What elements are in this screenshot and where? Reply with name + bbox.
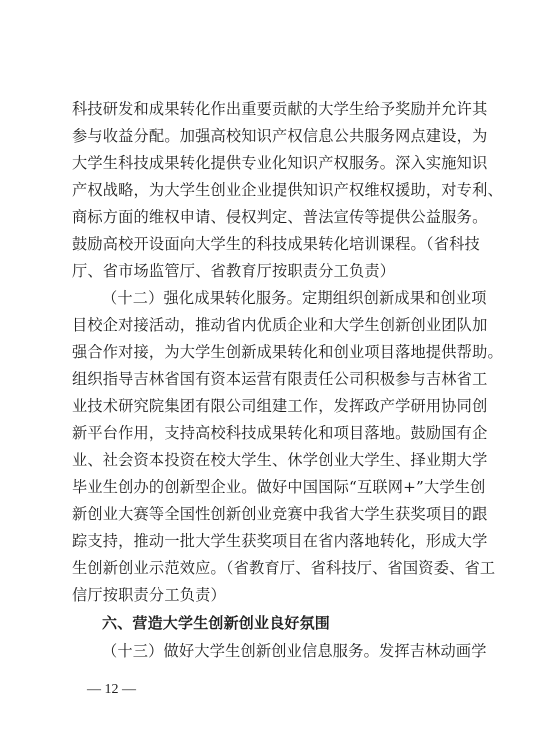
text-line-13: 新平台作用，支持高校科技成果转化和项目落地。鼓励国有企 bbox=[72, 424, 488, 442]
text-line-14: 业、社会资本投资在校大学生、休学创业大学生、择业期大学 bbox=[72, 451, 488, 469]
text-line-18: 生创新创业示范效应。（省教育厅、省科技厅、省国资委、省工 bbox=[72, 559, 496, 577]
text-line-7: 厅、省市场监管厅、省教育厅按职责分工负责） bbox=[72, 262, 396, 280]
section-12-line-1: （十二）强化成果转化服务。定期组织创新成果和创业项 bbox=[102, 289, 487, 307]
text-line-6: 鼓励高校开设面向大学生的科技成果转化培训课程。（省科技 bbox=[72, 235, 480, 253]
text-line-9: 目校企对接活动，推动省内优质企业和大学生创新创业团队加 bbox=[72, 316, 488, 334]
text-line-12: 业技术研究院集团有限公司组建工作，发挥政产学研用协同创 bbox=[72, 397, 488, 415]
text-line-5: 商标方面的维权申请、侵权判定、普法宣传等提供公益服务。 bbox=[72, 208, 488, 226]
text-line-17: 踪支持，推动一批大学生获奖项目在省内落地转化，形成大学 bbox=[72, 532, 488, 550]
text-line-2: 参与收益分配。加强高校知识产权信息公共服务网点建设，为 bbox=[72, 127, 488, 145]
text-line-3: 大学生科技成果转化提供专业化知识产权服务。深入实施知识 bbox=[72, 154, 488, 172]
text-line-19: 信厅按职责分工负责） bbox=[72, 586, 226, 604]
section-heading: 六、营造大学生创新创业良好氛围 bbox=[102, 614, 331, 632]
text-line-16: 新创业大赛等全国性创新创业竞赛中我省大学生获奖项目的跟 bbox=[72, 505, 488, 523]
text-line-15: 毕业生创办的创新型企业。做好中国国际“互联网+”大学生创 bbox=[72, 478, 486, 496]
text-line-1: 科技研发和成果转化作出重要贡献的大学生给予奖励并允许其 bbox=[72, 100, 488, 118]
text-line-4: 产权战略，为大学生创业企业提供知识产权维权援助，对专利、 bbox=[72, 181, 503, 199]
page-number: — 12 — bbox=[87, 682, 136, 697]
text-line-10: 强合作对接，为大学生创新成果转化和创业项目落地提供帮助。 bbox=[72, 343, 503, 361]
section-13-line-1: （十三）做好大学生创新创业信息服务。发挥吉林动画学 bbox=[102, 642, 487, 660]
text-line-11: 组织指导吉林省国有资本运营有限责任公司积极参与吉林省工 bbox=[72, 370, 488, 388]
